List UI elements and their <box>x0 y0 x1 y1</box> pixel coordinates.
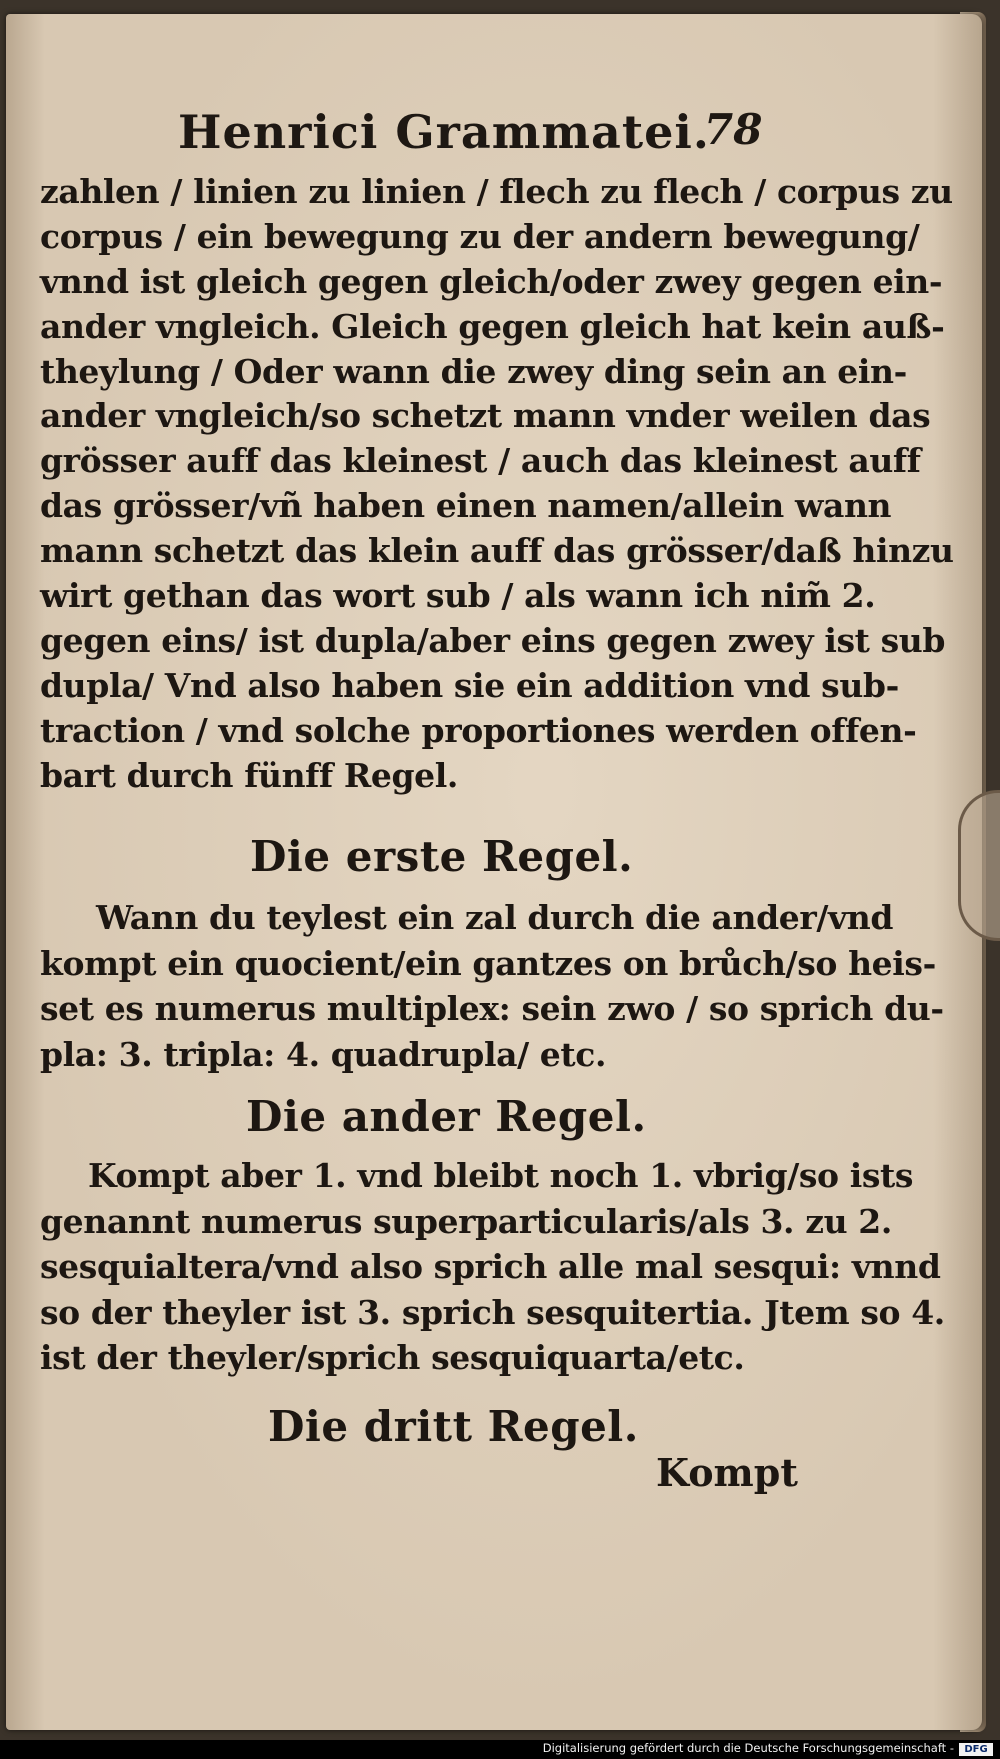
text-line: dupla/ Vnd also haben sie ein addition vnd sub- <box>40 665 899 705</box>
section-paragraph <box>40 895 944 1077</box>
text-line: theylung / Oder wann die zwey ding sein an ein- <box>40 351 907 391</box>
catchword: Kompt <box>656 1450 798 1495</box>
section-heading: Die ander Regel. <box>246 1092 647 1141</box>
text-line: gegen eins/ ist dupla/aber eins gegen zwey ist sub <box>40 620 946 660</box>
text-line: vnnd ist gleich gegen gleich/oder zwey gegen ein- <box>40 261 943 301</box>
running-title: Henrici Grammatei. <box>178 105 710 159</box>
section-heading: Die erste Regel. <box>250 832 634 881</box>
page-edge-tab <box>958 790 1000 941</box>
text-line: sesquialtera/vnd also sprich alle mal sesqui: vnnd <box>40 1247 941 1286</box>
folio-number: 78 <box>704 105 763 154</box>
section-heading: Die dritt Regel. <box>268 1402 639 1451</box>
text-line: genannt numerus superparticularis/als 3. zu 2. <box>40 1201 892 1241</box>
text-line: set es numerus multiplex: sein zwo / so sprich du- <box>40 989 944 1028</box>
dfg-logo: DFG <box>959 1743 993 1756</box>
text-line: grösser auff das kleinest / auch das kleinest auff <box>40 441 921 481</box>
section-paragraph <box>40 1153 945 1381</box>
text-line: ander vngleich. Gleich gegen gleich hat kein auß- <box>40 306 945 346</box>
text-line: ander vngleich/so schetzt mann vnder weilen das <box>40 396 931 436</box>
text-line: ist der theyler/sprich sesquiquarta/etc. <box>40 1338 745 1377</box>
text-line: corpus / ein bewegung zu der andern bewegung/ <box>40 216 920 256</box>
body-text <box>40 170 954 798</box>
funding-credit: Digitalisierung gefördert durch die Deutsche Forschungsgemeinschaft - <box>542 1741 954 1755</box>
text-line: Wann du teylest ein zal durch die ander/vnd <box>96 898 894 937</box>
text-line: bart durch fünff Regel. <box>40 755 458 795</box>
text-line: zahlen / linien zu linien / flech zu flech / corpus zu <box>40 172 953 211</box>
text-line: so der theyler ist 3. sprich sesquitertia. Jtem so 4. <box>40 1292 945 1332</box>
running-header <box>0 105 1000 165</box>
text-line: das grösser/vñ haben einen namen/allein wann <box>40 486 892 526</box>
text-line: wirt gethan das wort sub / als wann ich nim̃ 2. <box>40 576 876 616</box>
text-line: mann schetzt das klein auff das grösser/daß hinzu <box>40 531 954 571</box>
text-line: Kompt aber 1. vnd bleibt noch 1. vbrig/so ists <box>88 1156 914 1195</box>
text-line: kompt ein quocient/ein gantzes on brůch/so heis- <box>40 943 936 983</box>
text-line: pla: 3. tripla: 4. quadrupla/ etc. <box>40 1034 607 1074</box>
text-line: traction / vnd solche proportiones werden offen- <box>40 710 917 750</box>
